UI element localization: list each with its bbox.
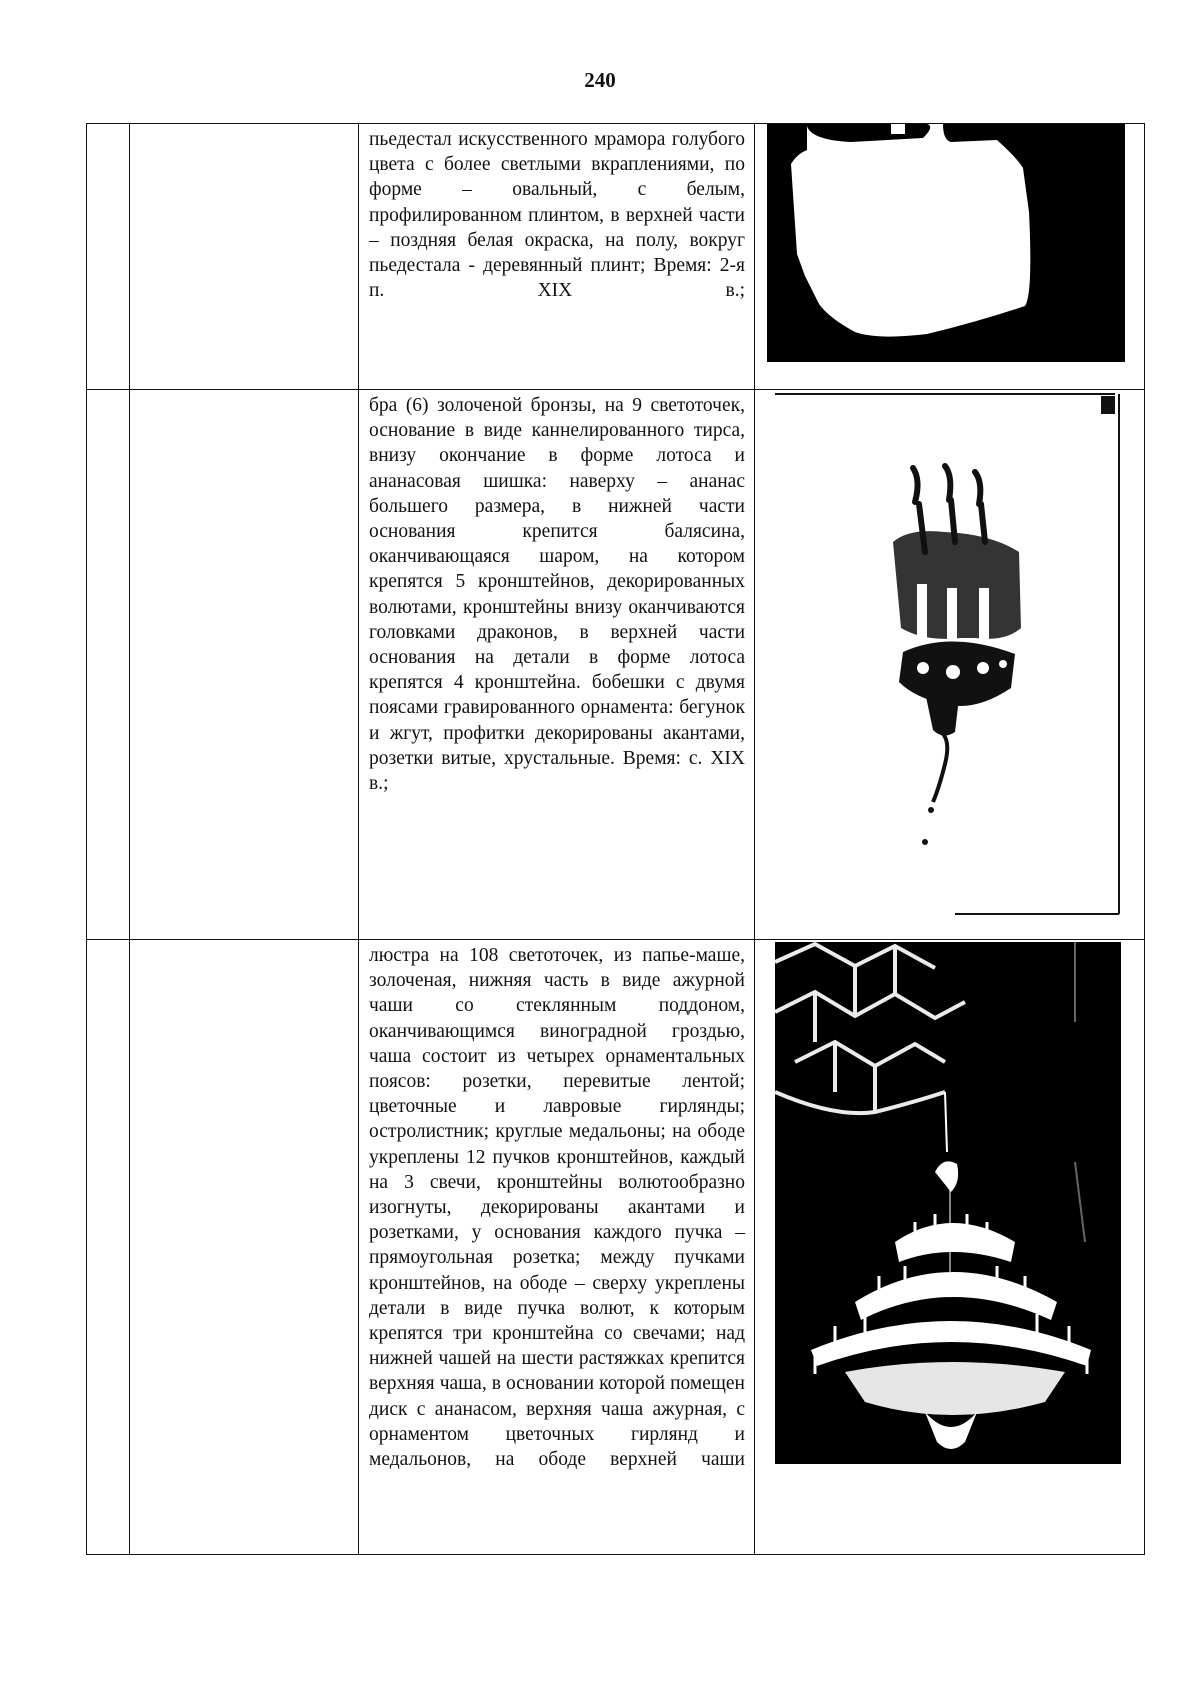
index-cell bbox=[87, 390, 130, 940]
item-description: бра (6) золоченой бронзы, на 9 светоточек, основание в виде каннелированного тирса, внизу окончание в форме лотоса и ананасовая шишка: наверху – ананас большего размера, в нижней части основания крепится балясина, оканчивающаяся шаром, на котором крепятся 5 кронштейнов, декорированных волютами, кронштейны внизу оканчиваются головками драконов, в верхней части основания на детали в форме лотоса крепятся 4 кронштейна. бобешки с двумя поясами гравированного орнамента: бегунок и жгут, профитки декорированы акантами, розетки витые, хрустальные. Время: с. XIX в.; bbox=[369, 395, 745, 795]
table-row bbox=[87, 940, 1145, 1555]
photo-cell bbox=[755, 940, 1145, 1555]
inventory-table bbox=[86, 123, 1145, 1555]
page-number: 240 bbox=[584, 68, 616, 92]
photo-cell bbox=[755, 390, 1145, 940]
item-description: люстра на 108 светоточек, из папье-маше, золоченая, нижняя часть в виде ажурной чаши со стеклянным поддоном, оканчивающимся виноградной гроздью, чаша состоит из четырех орнаментальных поясов: розетки, перевитые лентой; цветочные и лавровые гирлянды; остролистник; круглые медальоны; на ободе укреплены 12 пучков кронштейнов, каждый на 3 свечи, кронштейны волютообразно изогнуты, декорированы акантами и розетками, у основания каждого пучка – прямоугольная розетка; между пучками кронштейнов, на ободе – сверху укреплены детали в виде пучка волют, к которым крепятся три кронштейна со свечами; над нижней чашей на шести растяжках крепится верхняя чаша, в основании которой помещен диск с ананасом, верхняя чаша ажурная, с орнаментом цветочных гирлянд и медальонов, на ободе верхней чаши bbox=[369, 945, 745, 1471]
name-cell bbox=[130, 124, 359, 390]
photo-cell bbox=[755, 124, 1145, 390]
description-cell bbox=[359, 124, 755, 390]
sconce-photo bbox=[775, 392, 1125, 922]
description-cell bbox=[359, 390, 755, 940]
name-cell bbox=[130, 940, 359, 1555]
index-cell bbox=[87, 940, 130, 1555]
item-description: пьедестал искусственного мрамора голубого цвета с более светлыми вкраплениями, по форме – овальный, с белым, профилированном плинтом, в верхней части – поздняя белая окраска, на полу, вокруг пьедестала - деревянный плинт; Время: 2-я п. XIX в.; bbox=[369, 129, 745, 302]
table-row bbox=[87, 390, 1145, 940]
index-cell bbox=[87, 124, 130, 390]
description-cell bbox=[359, 940, 755, 1555]
name-cell bbox=[130, 390, 359, 940]
table-row bbox=[87, 124, 1145, 390]
pedestal-photo bbox=[767, 124, 1125, 362]
chandelier-photo bbox=[775, 942, 1121, 1464]
